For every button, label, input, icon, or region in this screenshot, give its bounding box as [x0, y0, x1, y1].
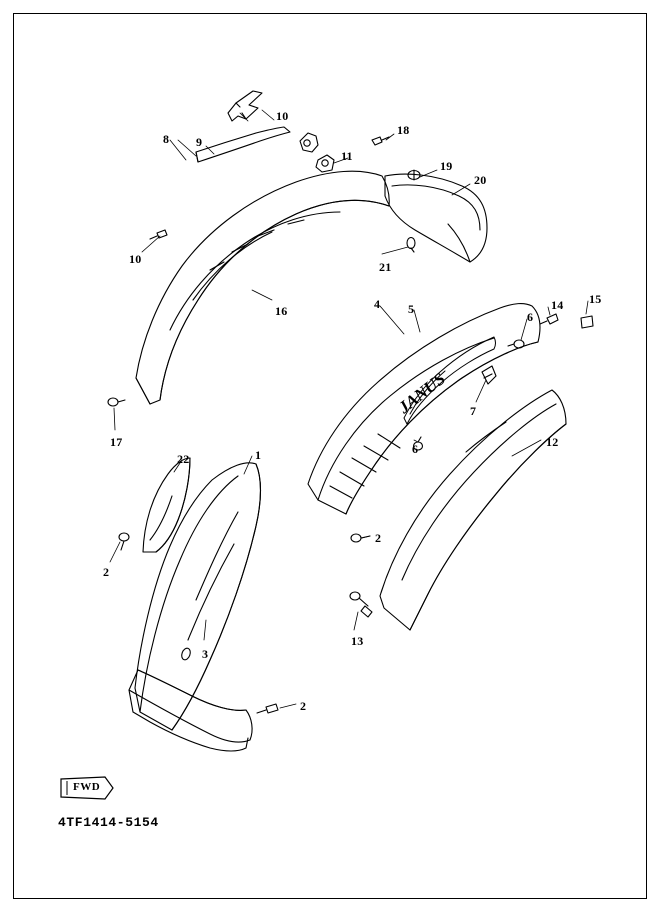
part-18-bracket	[300, 133, 334, 172]
janus-decal	[394, 337, 496, 424]
fastener-21	[407, 238, 415, 253]
part-1-leg-shield	[135, 463, 261, 730]
callout-number: 19	[440, 159, 453, 173]
part-9-upper-molding	[196, 127, 290, 162]
part-10-upper-strip	[228, 91, 262, 121]
fwd-marker	[59, 775, 115, 801]
part-code-label: 4TF1414-5154	[58, 815, 159, 830]
fastener-2-left	[119, 533, 129, 550]
callout-number: 18	[397, 123, 410, 137]
callout-number: 1	[255, 448, 262, 462]
callout-number: 17	[110, 435, 123, 449]
callout-number: 11	[341, 149, 353, 163]
callout-number: 10	[129, 252, 142, 266]
callout-number: 21	[379, 260, 392, 274]
callout-number: 7	[470, 404, 477, 418]
callout-number: 8	[163, 132, 170, 146]
callout-number: 15	[589, 292, 602, 306]
callout-number: 6	[527, 310, 534, 324]
callout-number: 14	[551, 298, 564, 312]
fastener-18	[372, 137, 389, 145]
part-7-clip	[482, 366, 496, 384]
callout-number: 3	[202, 647, 209, 661]
fastener-2-bottom	[257, 704, 278, 713]
callout-number: 2	[300, 699, 307, 713]
callout-number: 6	[412, 442, 419, 456]
part-22-panel	[143, 458, 190, 552]
fastener-14	[540, 314, 558, 324]
callout-number: 13	[351, 634, 364, 648]
callout-number: 20	[474, 173, 487, 187]
part-12-side-cover	[380, 390, 566, 630]
leader-lines	[110, 110, 588, 708]
callout-number: 4	[374, 297, 381, 311]
callout-number: 10	[276, 109, 289, 123]
fastener-15	[581, 316, 593, 328]
fwd-label: FWD	[73, 781, 101, 793]
part-16-side-cover	[136, 171, 392, 404]
callout-number: 9	[196, 135, 203, 149]
callout-number: 16	[275, 304, 288, 318]
callout-number: 12	[546, 435, 559, 449]
callout-number: 22	[177, 452, 190, 466]
fastener-2-right	[351, 534, 370, 542]
callout-number: 2	[103, 565, 110, 579]
callout-number: 2	[375, 531, 382, 545]
svg-text:JANUS: JANUS	[394, 369, 449, 418]
callout-number: 5	[408, 302, 415, 316]
fastener-17	[108, 398, 125, 406]
fastener-13	[350, 592, 372, 617]
